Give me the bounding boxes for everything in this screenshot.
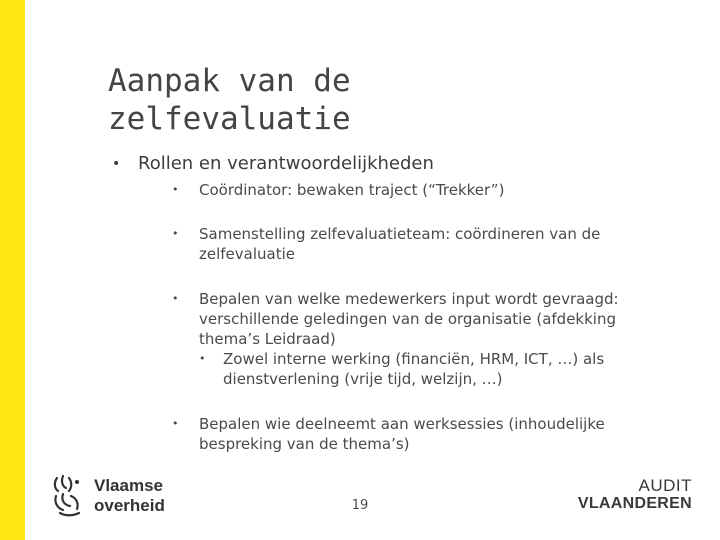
slide-title-line1: Aanpak van de [108, 63, 351, 99]
page-number: 19 [351, 498, 369, 513]
bullet-icon: • [172, 417, 179, 430]
list-item-text: Zowel interne werking (financiën, HRM, ICT, …) als dienstverlening (vrije tijd, welzijn, …) [223, 350, 605, 388]
list-item-text: Bepalen van welke medewerkers input wordt gevraagd: verschillende geledingen van de organisatie (afdekking thema’s Leidraad) [199, 290, 619, 348]
logo-line2: overheid [94, 496, 165, 515]
list-item-text: Bepalen wie deelneemt aan werksessies (inhoudelijke bespreking van de thema’s) [199, 415, 605, 453]
bullet-icon: • [112, 156, 121, 172]
logo-line1: Vlaamse [94, 476, 163, 495]
bullet-icon: • [199, 352, 206, 365]
bullet-icon: • [172, 183, 179, 196]
list-item-text: Samenstelling zelfevaluatieteam: coördineren van de zelfevaluatie [199, 225, 601, 263]
bullet-icon: • [172, 292, 179, 305]
bullet-icon: • [172, 227, 179, 240]
logo-text [94, 476, 165, 516]
list-item-text: Coördinator: bewaken traject (“Trekker”) [199, 181, 505, 199]
audit-vlaanderen-logo [578, 477, 692, 513]
list-item-text: Rollen en verantwoordelijkheden [138, 153, 434, 174]
slide-title-line2: zelfevaluatie [108, 101, 351, 137]
vlaamse-overheid-logo [48, 472, 178, 522]
flemish-lion-icon [48, 472, 86, 518]
logo-line2: VLAANDEREN [577, 495, 692, 512]
logo-line1: AUDIT [638, 476, 692, 495]
